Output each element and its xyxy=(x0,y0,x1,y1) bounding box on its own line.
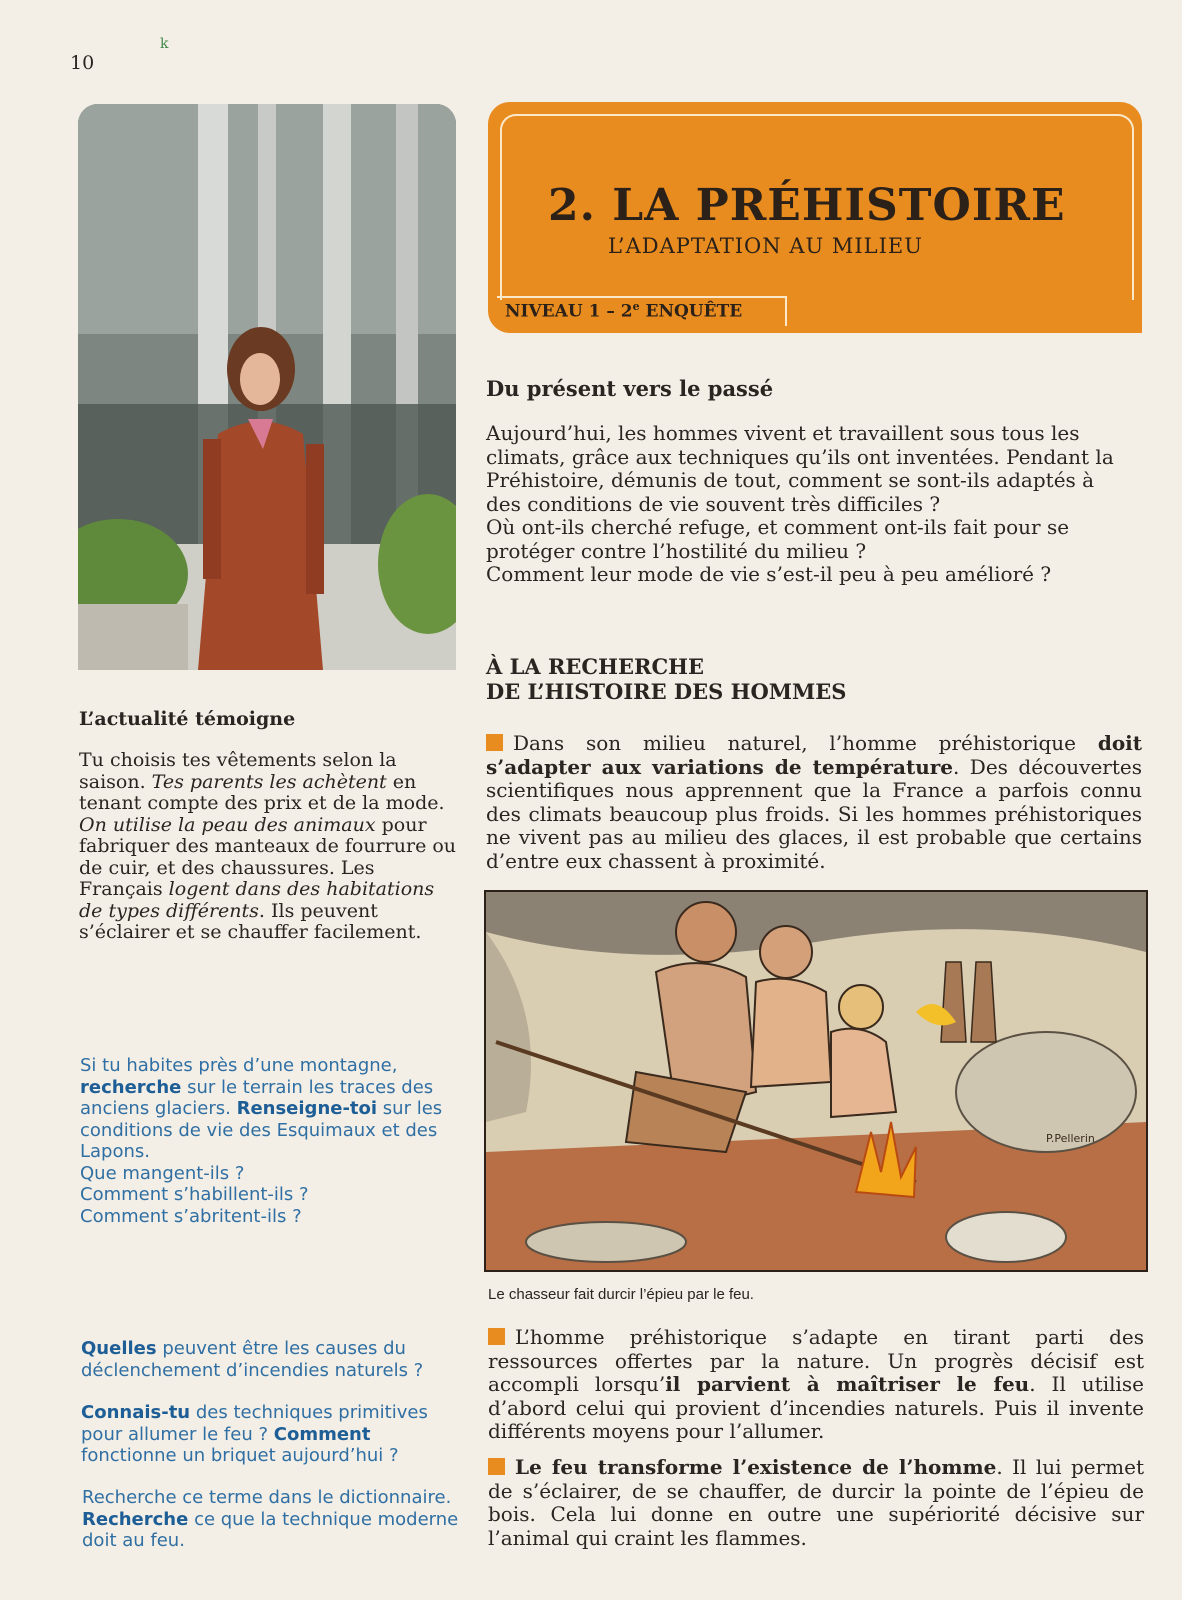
intro-line: protéger contre l’hostilité du milieu ? xyxy=(486,538,867,563)
activity-glaciers xyxy=(80,1055,460,1227)
question-clothing: Comment s’habillent-ils ? xyxy=(80,1184,309,1205)
illustration-prehistoric-family xyxy=(484,890,1148,1272)
bullet-square xyxy=(488,1328,505,1345)
intro-heading: Du présent vers le passé xyxy=(486,376,774,401)
activity-fire-techniques: Connais-tu des techniques primitives pour allumer le feu ? Comment fonctionne un briquet aujourd’hui ? xyxy=(81,1402,428,1466)
left-paragraph: Tu choisis tes vêtements selon la saison. Tes parents les achètent en tenant compte des prix et de la mode. On utilise la peau des animaux pour fabriquer des manteaux de fourrure ou de cuir, et des chaussures. Les Français logent dans des habitations de types différents. Ils peuvent s’éclairer et se chauffer facilement. xyxy=(79,749,457,943)
paragraph-fire-text: Le feu transforme l’existence de l’homme. Il lui permet de s’éclairer, de se chauffer, de durcir la pointe de l’épieu de bois. Cela lui donne en outre une supériorité décisive sur l’animal qui craint les flammes. xyxy=(488,1455,1145,1550)
page-number: 10 xyxy=(70,52,95,74)
section-heading-line: DE L’HISTOIRE DES HOMMES xyxy=(486,679,847,704)
illustration-caption: Le chasseur fait durcir l’épieu par le feu. xyxy=(488,1286,754,1303)
paragraph-resources xyxy=(488,1326,1144,1444)
bullet-square xyxy=(486,734,503,751)
level-sup: e xyxy=(632,300,640,313)
intro-paragraph xyxy=(486,422,1136,587)
question-food: Que mangent-ils ? xyxy=(80,1162,245,1184)
activity-fire-causes: Quelles peuvent être les causes du déclenchement d’incendies naturels ? xyxy=(81,1338,424,1381)
intro-line: des conditions de vie souvent très difficiles ? xyxy=(486,491,941,516)
chapter-subtitle: L’ADAPTATION AU MILIEU xyxy=(608,234,923,258)
question-shelter: Comment s’abritent-ils ? xyxy=(80,1205,302,1227)
paragraph-resources-text: L’homme préhistorique s’adapte en tirant parti des ressources offertes par la nature. Un progrès décisif est accompli lorsqu’il parvient à maîtriser le feu. Il utilise d’abord celui qui provient d’incendies naturels. Puis il invente différents moyens pour l’allumer. xyxy=(488,1325,1145,1443)
level-text: NIVEAU 1 – 2 xyxy=(505,301,633,322)
paragraph-temperature xyxy=(486,732,1142,873)
illustration-signature: P.Pellerin xyxy=(1046,1132,1095,1145)
level-label xyxy=(505,300,742,322)
chapter-title: 2. LA PRÉHISTOIRE xyxy=(548,180,1066,231)
level-text-end: ENQUÊTE xyxy=(639,301,743,322)
bullet-square xyxy=(488,1458,505,1475)
photo-drawing xyxy=(78,104,456,670)
paragraph-temperature-text: Dans son milieu naturel, l’homme préhistorique doit s’adapter aux variations de température. Des découvertes scientifiques nous apprennent que la France a parfois connu des climats beaucoup plus froids. Si les hommes préhistoriques ne vivent pas au milieu des glaces, il est probable que certains d’entre eux chassent à proximité. xyxy=(486,731,1142,873)
section-heading xyxy=(486,654,846,704)
intro-line: Aujourd’hui, les hommes vivent et travaillent sous tous les xyxy=(486,421,1080,445)
illustration-drawing xyxy=(486,892,1146,1270)
paragraph-fire xyxy=(488,1456,1144,1550)
section-heading-line: À LA RECHERCHE xyxy=(486,654,705,679)
intro-line: Préhistoire, démunis de tout, comment se sont-ils adaptés à xyxy=(486,468,1095,492)
intro-line: climats, grâce aux techniques qu’ils ont inventées. Pendant la xyxy=(486,444,1114,469)
left-heading: L’actualité témoigne xyxy=(79,708,296,730)
level-divider-vertical xyxy=(785,296,787,326)
margin-mark: k xyxy=(160,36,169,52)
activity-dictionary: Recherche ce terme dans le dictionnaire. Recherche ce que la technique moderne doit au feu. xyxy=(82,1487,459,1551)
intro-line: Comment leur mode de vie s’est-il peu à peu amélioré ? xyxy=(486,562,1052,586)
activity-glaciers-text: Si tu habites près d’une montagne, recherche sur le terrain les traces des anciens glaciers. Renseigne-toi sur les conditions de vie des Esquimaux et des Lapons. xyxy=(80,1055,443,1162)
intro-line: Où ont-ils cherché refuge, et comment ont-ils fait pour se xyxy=(486,515,1070,539)
level-divider xyxy=(497,296,785,298)
photo-woman xyxy=(78,104,456,670)
